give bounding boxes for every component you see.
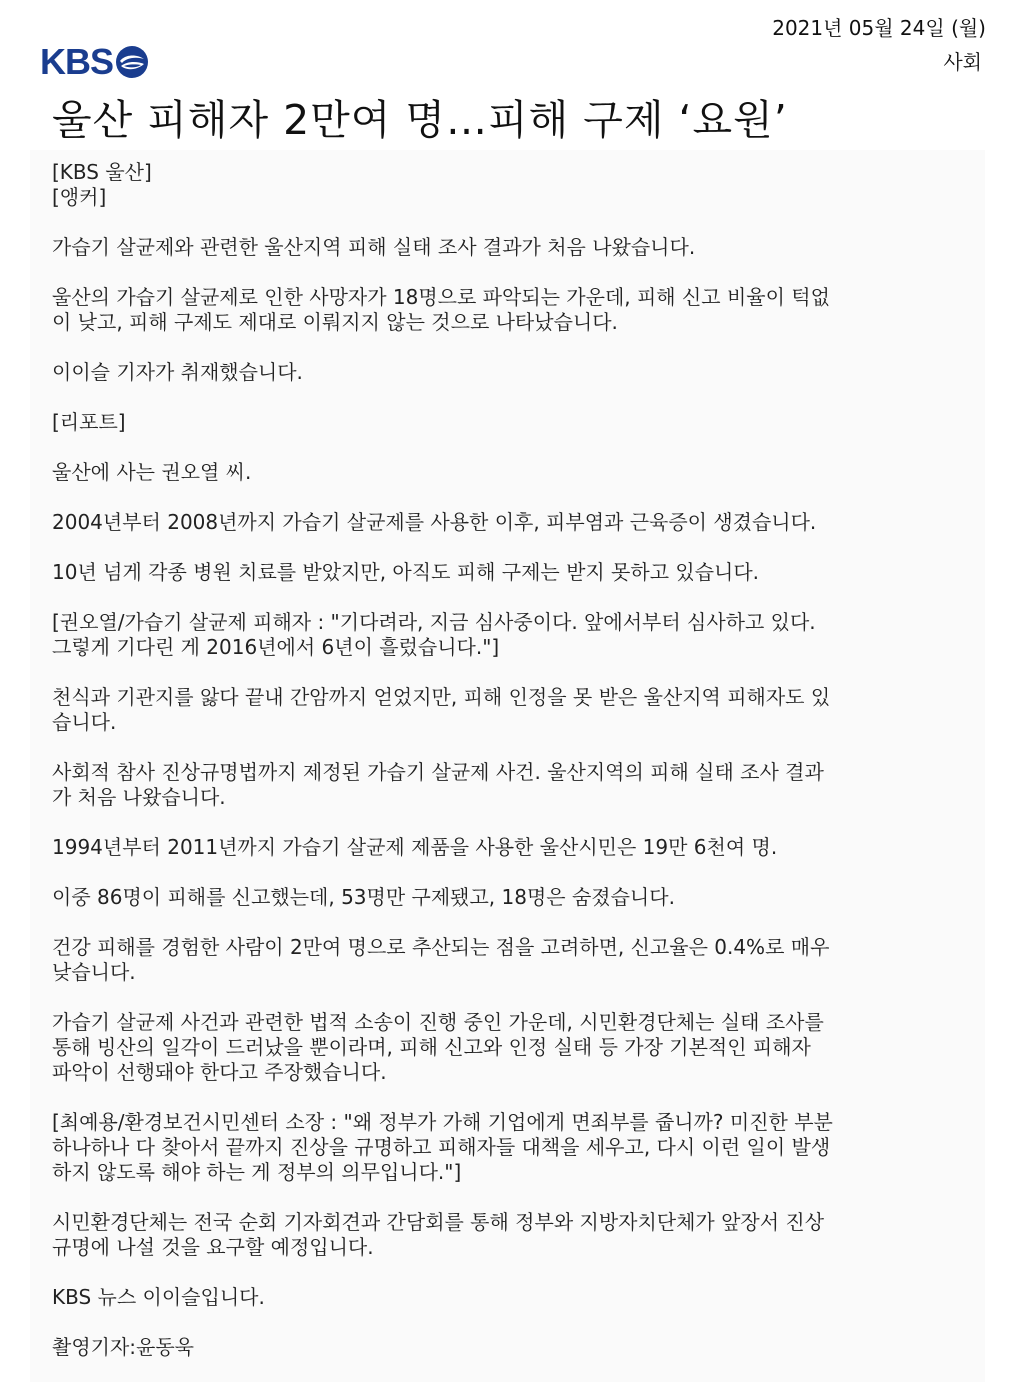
paragraph-line: 가습기 살균제 사건과 관련한 법적 소송이 진행 중인 가운데, 시민환경단체는 실태 조사를 [52, 1010, 824, 1034]
paragraph-line: 사회적 참사 진상규명법까지 제정된 가습기 살균제 사건. 울산지역의 피해 실태 조사 결과 [52, 760, 824, 784]
anchor-tag: [앵커] [52, 185, 107, 209]
article-paragraph [52, 235, 972, 260]
article-paragraph [52, 460, 972, 485]
article-tags [52, 160, 972, 210]
article-paragraphs [52, 235, 972, 1360]
paragraph-line: 촬영기자:윤동욱 [52, 1335, 194, 1359]
paragraph-line: 낮습니다. [52, 960, 136, 984]
paragraph-line: 하나하나 다 찾아서 끝까지 진상을 규명하고 피해자들 대책을 세우고, 다시 이런 일이 발생 [52, 1135, 831, 1159]
kbs-logo-mark-icon [115, 45, 149, 79]
paragraph-line: 울산의 가습기 살균제로 인한 사망자가 18명으로 파악되는 가운데, 피해 신고 비율이 턱없 [52, 285, 830, 309]
paragraph-line: [리포트] [52, 410, 126, 434]
paragraph-line: 습니다. [52, 710, 117, 734]
article-paragraph [52, 885, 972, 910]
paragraph-line: 이중 86명이 피해를 신고했는데, 53명만 구제됐고, 18명은 숨졌습니다. [52, 885, 675, 909]
article-paragraph [52, 610, 972, 660]
article-paragraph [52, 1335, 972, 1360]
kbs-logo-text: KBS [40, 41, 114, 82]
paragraph-line: 이이슬 기자가 취재했습니다. [52, 360, 303, 384]
article-paragraph [52, 410, 972, 435]
paragraph-line: 2004년부터 2008년까지 가습기 살균제를 사용한 이후, 피부염과 근육증이 생겼습니다. [52, 510, 817, 534]
article-paragraph [52, 285, 972, 335]
paragraph-line: 규명에 나설 것을 요구할 예정입니다. [52, 1235, 374, 1259]
article-paragraph [52, 510, 972, 535]
article-body [52, 160, 972, 1385]
article-paragraph [52, 1110, 972, 1185]
paragraph-line: [권오열/가습기 살균제 피해자 : "기다려라, 지금 심사중이다. 앞에서부터 심사하고 있다. [52, 610, 816, 634]
paragraph-line: KBS 뉴스 이이슬입니다. [52, 1285, 265, 1309]
paragraph-line: 하지 않도록 해야 하는 게 정부의 의무입니다."] [52, 1160, 462, 1184]
paragraph-line: 파악이 선행돼야 한다고 주장했습니다. [52, 1060, 387, 1084]
article-paragraph [52, 1285, 972, 1310]
paragraph-line: 10년 넘게 각종 병원 치료를 받았지만, 아직도 피해 구제는 받지 못하고 있습니다. [52, 560, 760, 584]
article-paragraph [52, 560, 972, 585]
source-tag: [KBS 울산] [52, 160, 152, 184]
article-header [0, 0, 1019, 100]
paragraph-line: 시민환경단체는 전국 순회 기자회견과 간담회를 통해 정부와 지방자치단체가 앞장서 진상 [52, 1210, 825, 1234]
article-date: 2021년 05월 24일 (월) [772, 16, 986, 40]
paragraph-line: 천식과 기관지를 앓다 끝내 간암까지 얻었지만, 피해 인정을 못 받은 울산지역 피해자도 있 [52, 685, 831, 709]
article-paragraph [52, 1010, 972, 1085]
paragraph-line: 통해 빙산의 일각이 드러났을 뿐이라며, 피해 신고와 인정 실태 등 가장 기본적인 피해자 [52, 1035, 811, 1059]
kbs-logo [40, 42, 149, 82]
article-paragraph [52, 1210, 972, 1260]
paragraph-line: 가 처음 나왔습니다. [52, 785, 226, 809]
article-paragraph [52, 760, 972, 810]
paragraph-line: 그렇게 기다린 게 2016년에서 6년이 흘렀습니다."] [52, 635, 500, 659]
article-section: 사회 [943, 50, 982, 74]
paragraph-line: 1994년부터 2011년까지 가습기 살균제 제품을 사용한 울산시민은 19만 6천여 명. [52, 835, 778, 859]
paragraph-line: 이 낮고, 피해 구제도 제대로 이뤄지지 않는 것으로 나타났습니다. [52, 310, 618, 334]
article-paragraph [52, 935, 972, 985]
article-paragraph [52, 685, 972, 735]
paragraph-line: 가습기 살균제와 관련한 울산지역 피해 실태 조사 결과가 처음 나왔습니다. [52, 235, 696, 259]
paragraph-line: [최예용/환경보건시민센터 소장 : "왜 정부가 가해 기업에게 면죄부를 줍니까? 미진한 부분 [52, 1110, 833, 1134]
article-paragraph [52, 835, 972, 860]
article-paragraph [52, 360, 972, 385]
paragraph-line: 울산에 사는 권오열 씨. [52, 460, 252, 484]
paragraph-line: 건강 피해를 경험한 사람이 2만여 명으로 추산되는 점을 고려하면, 신고율은 0.4%로 매우 [52, 935, 830, 959]
article-headline: 울산 피해자 2만여 명…피해 구제 ‘요원’ [52, 96, 788, 144]
